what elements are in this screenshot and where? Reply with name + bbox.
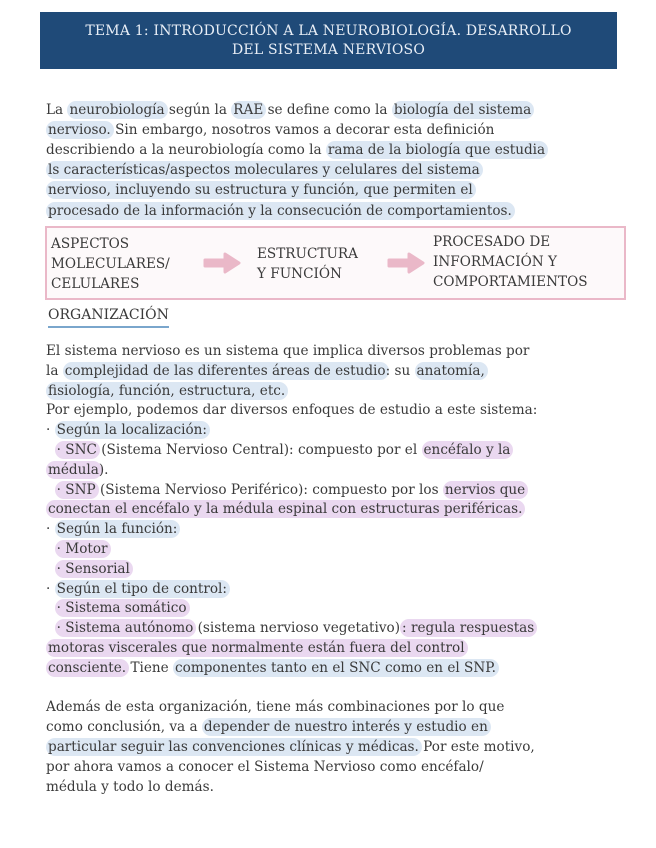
- text-run: (sistema nervioso vegetativo): [193, 620, 401, 637]
- text-line: [46, 718, 488, 737]
- highlighted-text: motoras viscerales que normalmente están fuera del control: [46, 639, 468, 657]
- text-run: por ahora vamos a conocer el Sistema Nervioso como encéfalo/: [46, 758, 484, 775]
- text-line: [46, 639, 465, 658]
- text-line: [46, 101, 531, 120]
- text-run: Además de esta organización, tiene más combinaciones por lo que: [46, 699, 505, 716]
- text-run: ·: [46, 521, 55, 538]
- highlighted-text: encéfalo y la: [422, 441, 514, 459]
- highlighted-text: · Sensorial: [55, 560, 133, 578]
- highlighted-text: Según el tipo de control:: [55, 580, 230, 598]
- text-run: [46, 541, 55, 557]
- text-run: : su: [385, 362, 415, 379]
- text-run: se define como la: [263, 102, 392, 118]
- highlighted-text: · SNC: [55, 441, 100, 459]
- text-line: [46, 181, 473, 200]
- text-line: [46, 362, 485, 381]
- text-run: La: [46, 102, 68, 118]
- highlighted-text: procesado de la información y la consecución de comportamientos.: [46, 202, 515, 220]
- text-line: [46, 778, 214, 797]
- text-line: [46, 599, 187, 618]
- text-line: [46, 580, 227, 599]
- topic-title-banner: [40, 12, 617, 69]
- text-line: [46, 461, 108, 480]
- text-line: [46, 121, 494, 140]
- text-line: [46, 202, 512, 221]
- highlighted-text: nervioso.: [46, 121, 114, 139]
- highlighted-text: : regula respuestas: [400, 619, 537, 637]
- highlighted-text: neurobiología: [67, 101, 167, 119]
- text-run: [46, 442, 55, 458]
- text-line: [46, 659, 496, 678]
- highlighted-text: complejidad de las diferentes áreas de estudio: [63, 362, 389, 380]
- highlighted-text: biología del sistema: [392, 101, 534, 119]
- text-line: [46, 738, 535, 757]
- highlighted-text: Según la localización:: [55, 421, 210, 439]
- text-run: [46, 600, 55, 616]
- text-run: según la: [164, 102, 232, 118]
- text-run: ·: [46, 422, 55, 439]
- concept-flow-box: [45, 226, 626, 300]
- text-line: [46, 161, 480, 180]
- text-line: [46, 382, 285, 401]
- highlighted-text: fisiología, función, estructura, etc.: [46, 382, 288, 400]
- arrow-right-icon: [387, 252, 425, 274]
- text-line: [46, 500, 522, 519]
- text-run: El sistema nervioso es un sistema que implica diversos problemas por: [46, 343, 530, 359]
- flow-step-molecular: ASPECTOS MOLECULARES/ CELULARES: [51, 236, 170, 292]
- highlighted-text: · Motor: [55, 540, 111, 558]
- highlighted-text: conectan el encéfalo y la médula espinal con estructuras periféricas.: [46, 500, 525, 518]
- text-line: [46, 481, 525, 500]
- text-run: Tiene: [126, 659, 174, 676]
- highlighted-text: componentes tanto en el SNC como en el SNP.: [173, 659, 499, 677]
- text-run: [46, 620, 55, 636]
- title-line-1: TEMA 1: INTRODUCCIÓN A LA NEUROBIOLOGÍA. DESARROLLO: [85, 22, 572, 39]
- text-line: [46, 421, 207, 440]
- arrow-right-icon: [203, 252, 241, 274]
- text-run: Sin embargo, nosotros vamos a decorar esta definición: [110, 122, 495, 139]
- text-line: [46, 540, 108, 559]
- text-run: [46, 561, 55, 577]
- highlighted-text: anatomía,: [415, 362, 488, 380]
- text-line: [46, 441, 510, 460]
- highlighted-text: · Sistema autónomo: [55, 619, 197, 637]
- text-line: [46, 401, 537, 420]
- highlighted-text: depender de nuestro interés y estudio en: [202, 718, 491, 736]
- text-run: Por ejemplo, podemos dar diversos enfoques de estudio a este sistema:: [46, 402, 538, 419]
- text-run: describiendo a la neurobiología como la: [46, 142, 326, 159]
- highlighted-text: particular seguir las convenciones clínicas y médicas.: [46, 738, 422, 756]
- text-line: [46, 141, 545, 160]
- flow-step-processing: PROCESADO DE INFORMACIÓN Y COMPORTAMIENTOS: [433, 234, 588, 290]
- text-line: [46, 619, 534, 638]
- highlighted-text: · Sistema somático: [55, 599, 190, 617]
- text-line: [46, 342, 529, 361]
- text-run: médula y todo lo demás.: [46, 778, 214, 795]
- highlighted-text: RAE: [231, 101, 266, 119]
- title-line-2: DEL SISTEMA NERVIOSO: [231, 41, 426, 58]
- flow-step-structure: ESTRUCTURA Y FUNCIÓN: [257, 246, 358, 282]
- text-line: [46, 698, 504, 717]
- text-line: [46, 560, 130, 579]
- text-run: la: [46, 362, 63, 379]
- text-run: (Sistema Nervioso Central): compuesto por el: [96, 442, 422, 458]
- text-line: [46, 758, 484, 777]
- highlighted-text: consciente.: [46, 659, 129, 677]
- text-run: como conclusión, va a: [46, 719, 202, 736]
- text-run: Por este motivo,: [418, 739, 535, 755]
- highlighted-text: rama de la biología que estudia: [326, 141, 548, 159]
- highlighted-text: nervioso, incluyendo su estructura y función, que permiten el: [46, 181, 476, 199]
- highlighted-text: médula: [46, 461, 102, 479]
- highlighted-text: · SNP: [55, 481, 99, 499]
- text-line: [46, 520, 177, 539]
- highlighted-text: ls características/aspectos moleculares y celulares del sistema: [46, 161, 483, 179]
- text-run: ).: [98, 461, 109, 478]
- text-run: ·: [46, 580, 55, 597]
- highlighted-text: Según la función:: [55, 520, 181, 538]
- text-run: (Sistema Nervioso Periférico): compuesto por los: [95, 481, 443, 498]
- highlighted-text: nervios que: [443, 481, 528, 499]
- section-heading-organizacion: ORGANIZACIÓN: [48, 306, 169, 328]
- text-run: [46, 482, 55, 498]
